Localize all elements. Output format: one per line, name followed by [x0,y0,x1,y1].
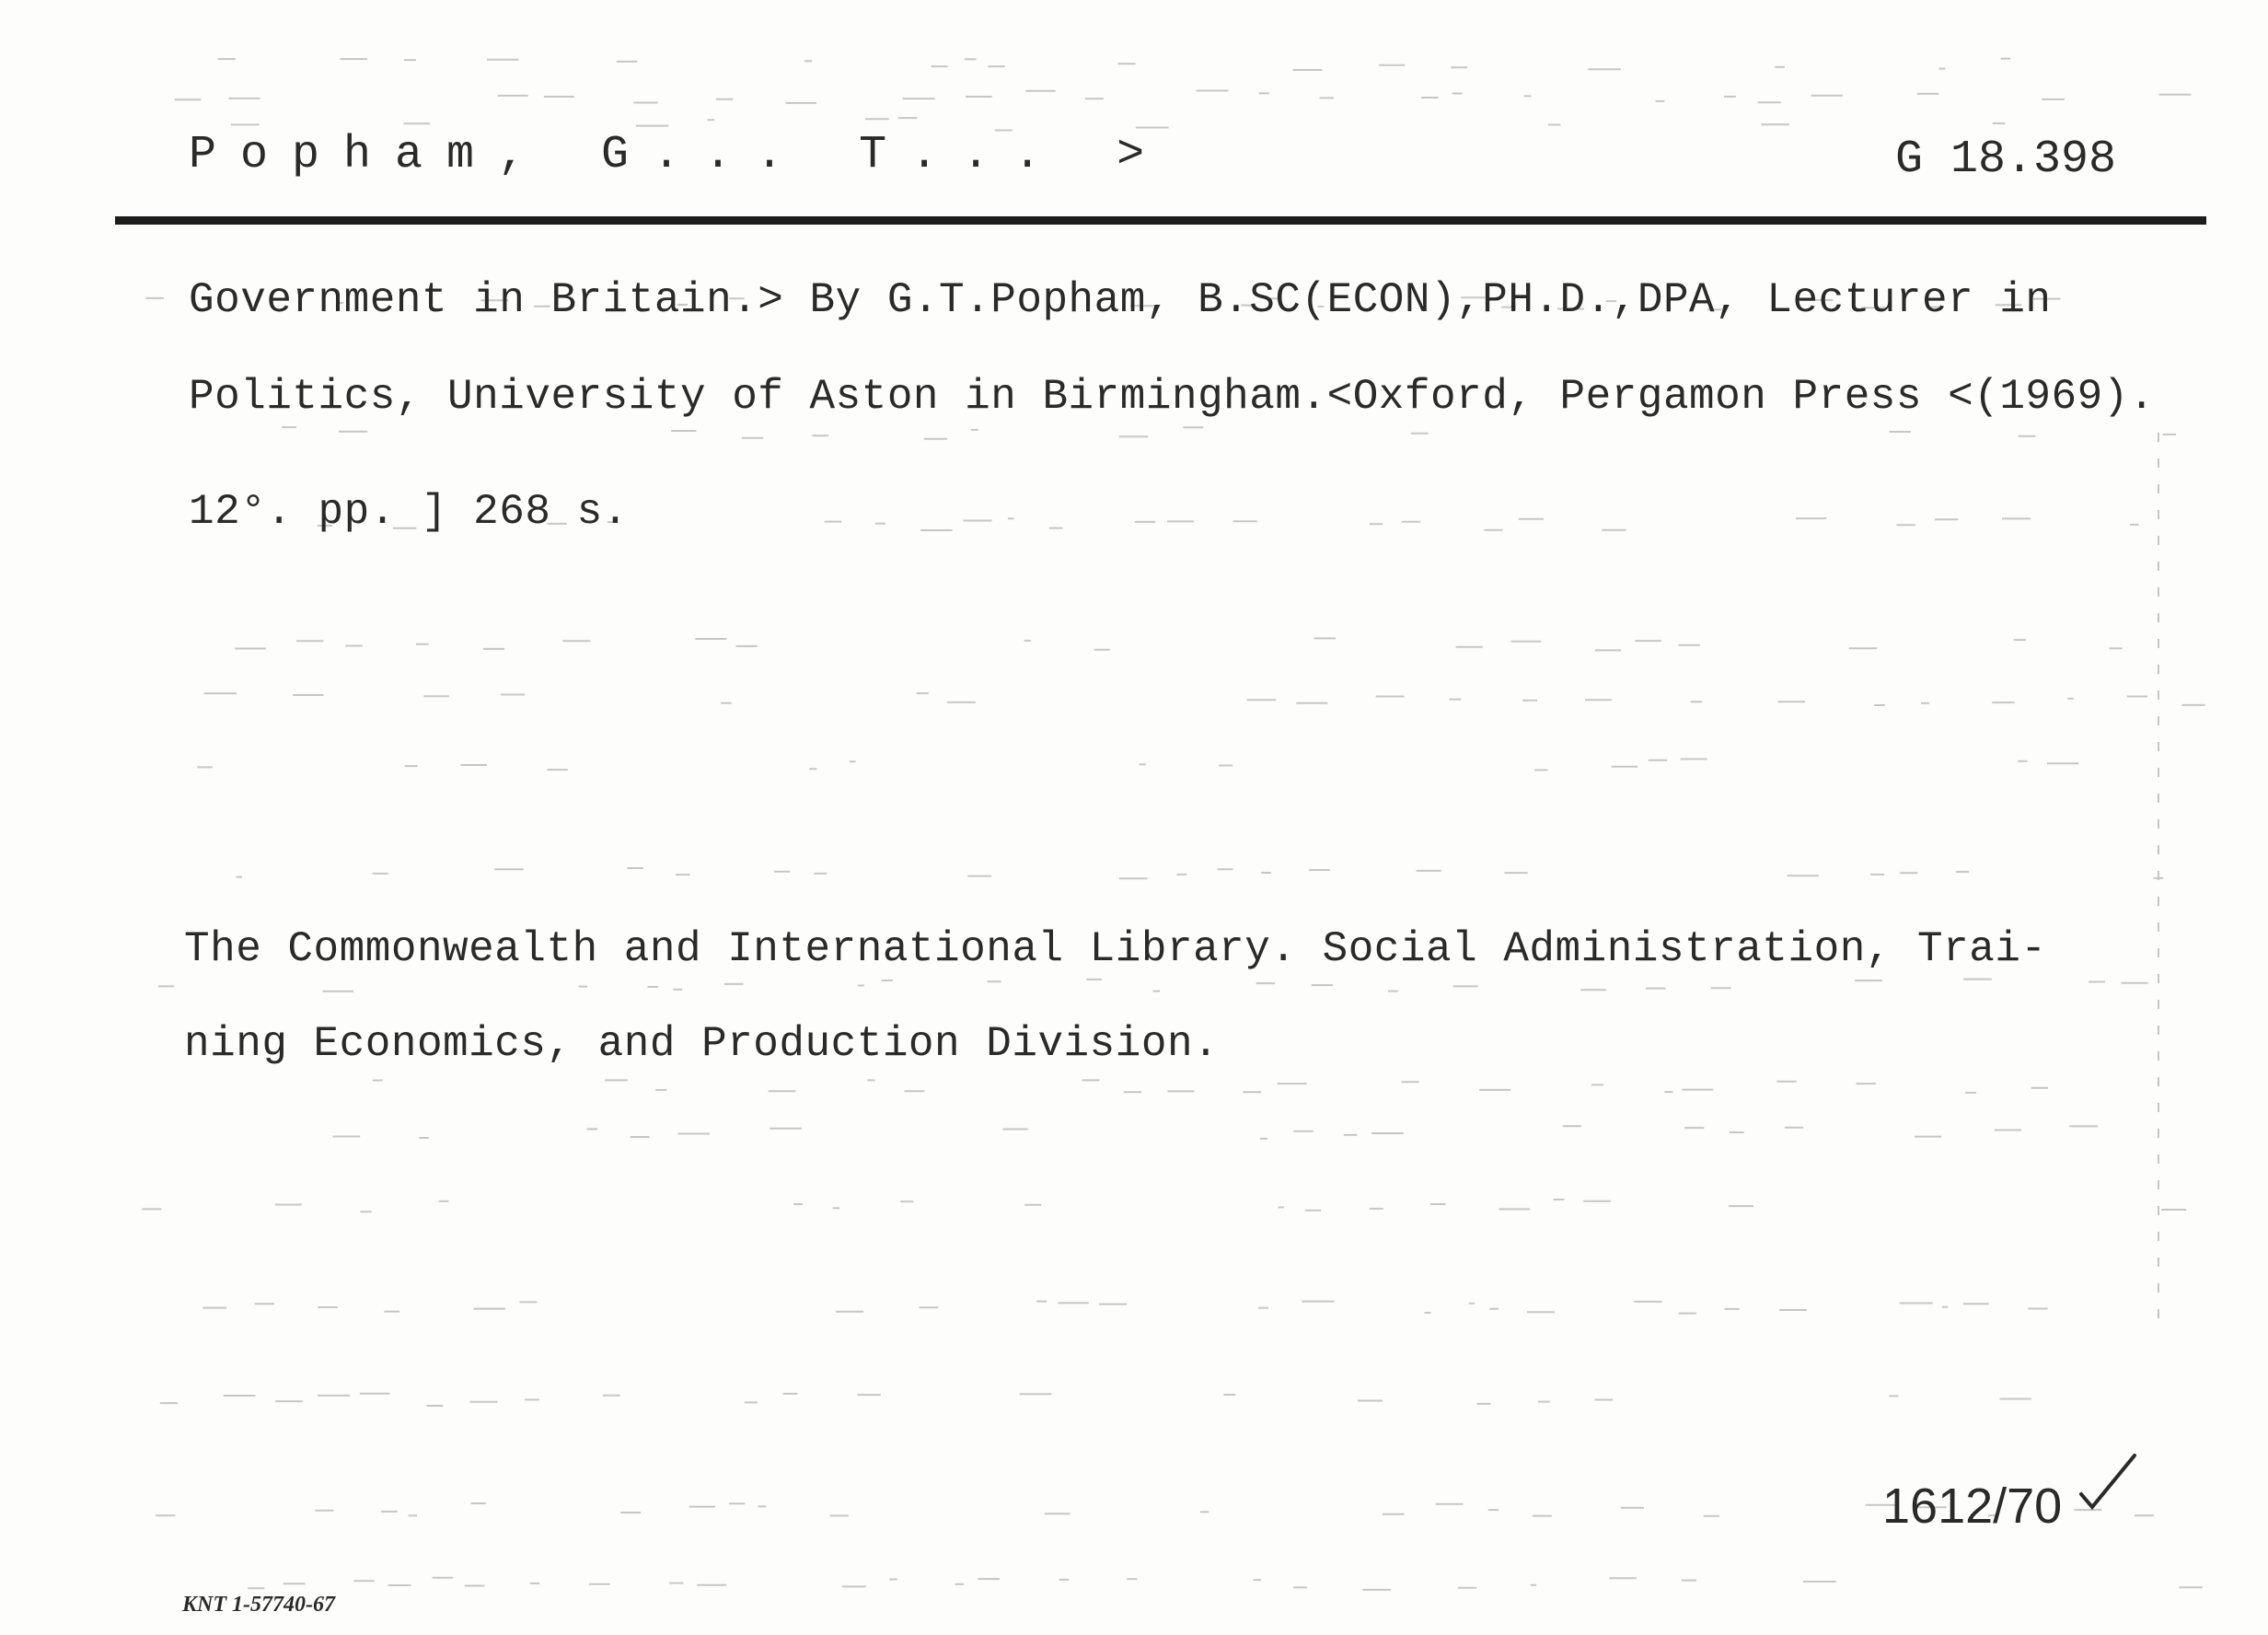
accession-number: 1612/70 [1882,1478,2063,1534]
author-heading: Popham, G... T... > [189,129,1169,181]
series-line-1: The Commonwealth and International Library. Social Administration, Trai- [184,925,2047,973]
checkmark-icon [2076,1450,2140,1514]
series-line-2: ning Economics, and Production Division. [184,1020,1220,1068]
call-number: G 18.398 [1894,133,2116,186]
printer-code: KNT 1-57740-67 [182,1593,335,1617]
collation-line: 12°. pp. ] 268 s. [189,488,629,536]
title-line-2: Politics, University of Aston in Birmingham.<Oxford, Pergamon Press <(1969). [189,373,2155,421]
heading-rule [115,216,2206,225]
title-line-1: Government in Britain.> By G.T.Popham, B.SC(ECON),PH.D.,DPA, Lecturer in [189,276,2052,324]
